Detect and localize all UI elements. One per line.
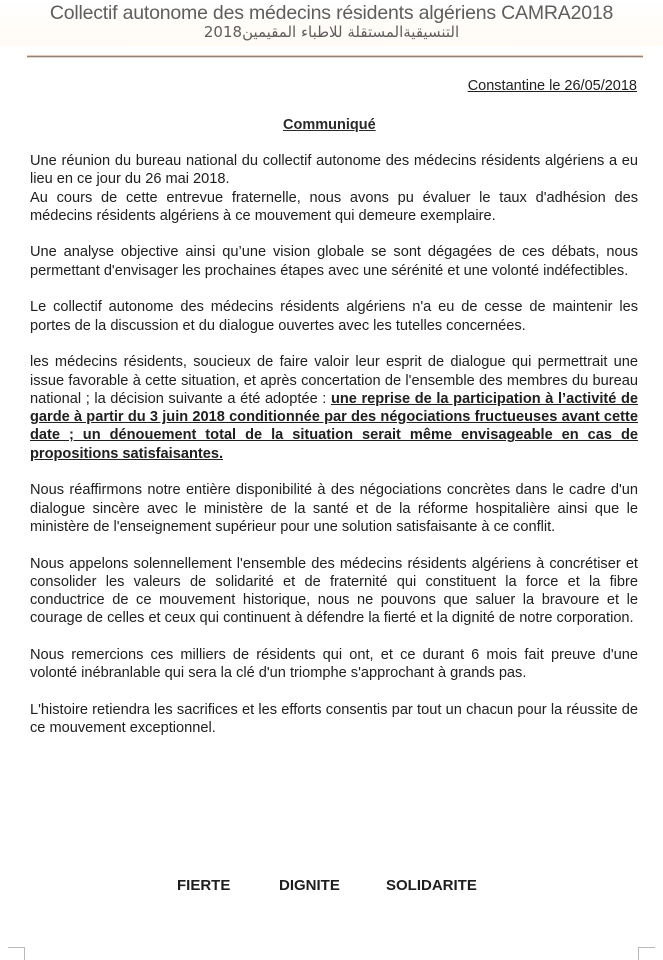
paragraph-analysis: Une analyse objective ainsi qu’une vision globale se sont dégagées de ces débats, nous permettant d'envisager les prochaines étapes avec une sérénité et une volonté indéfectibles. <box>30 244 638 279</box>
motto-word-dignite: DIGNITE <box>279 877 340 894</box>
letterhead-arabic-title: التنسيقيةالمستقلة للاطباء المقيمين2018 <box>203 23 460 41</box>
document-body <box>30 152 638 756</box>
page-corner-mark-bottom-right <box>638 947 655 960</box>
paragraph-solidarity-call: Nous appelons solennellement l'ensemble des médecins résidents algériens à concrétiser et consolider les valeurs de solidarité et de fraternité qui constituent la force et la fibre conductrice de ce mouvement historique, nous ne pouvons que saluer la bravoure et le courage de celles et ceux qui continuent à défendre la fierté et la dignité de notre corporation. <box>30 555 638 627</box>
motto-word-solidarite: SOLIDARITE <box>386 877 477 894</box>
decision-intro: les médecins résidents, soucieux de faire valoir leur esprit de dialogue qui permettrait une issue favorable à cette situation, et après concertation de l'ensemble des membres du bureau national ; la décision suivante a été adoptée : <box>30 354 638 407</box>
page-corner-mark-bottom-left <box>8 947 25 960</box>
paragraph-history: L'histoire retiendra les sacrifices et les efforts consentis par tout un chacun pour la réussite de ce mouvement exceptionnel. <box>30 701 638 737</box>
document-title: Communiqué <box>283 117 376 133</box>
date-line: Constantine le 26/05/2018 <box>467 78 637 94</box>
paragraph-meeting <box>30 152 638 225</box>
letterhead-divider <box>27 55 643 58</box>
decision-statement: une reprise de la participation à l’activité de garde à partir du 3 juin 2018 conditionnée par des négociations fructueuses avant cette date ; un dénouement total de la situation serait même envisageable en cas de propositions satisfaisantes. <box>30 390 638 462</box>
paragraph-thanks: Nous remercions ces milliers de résidents qui ont, et ce durant 6 mois fait preuve d'une volonté inébranlable qui sera la clé d'un triomphe s'approchant à grands pas. <box>30 647 638 682</box>
paragraph-meeting-line2: Au cours de cette entrevue fraternelle, nous avons pu évaluer le taux d'adhésion des médecins résidents algériens à ce mouvement qui demeure exemplaire. <box>30 189 638 224</box>
paragraph-decision <box>30 353 638 463</box>
paragraph-dialogue: Le collectif autonome des médecins résidents algériens n'a eu de cesse de maintenir les portes de la discussion et du dialogue ouvertes avec les tutelles concernées. <box>30 299 638 334</box>
paragraph-negotiations: Nous réaffirmons notre entière disponibilité à des négociations concrètes dans le cadre d'un dialogue sincère avec le ministère de la santé et de la réforme hospitalière ainsi que le ministère de l'enseignement supérieur pour une solution satisfaisante à ce conflit. <box>30 482 638 535</box>
motto-word-fierte: FIERTE <box>177 877 231 894</box>
paragraph-meeting-line1: Une réunion du bureau national du collectif autonome des médecins résidents algériens a eu lieu en ce jour du 26 mai 2018. <box>30 153 638 188</box>
letterhead <box>0 0 663 46</box>
letterhead-title: Collectif autonome des médecins résidents algériens CAMRA2018 <box>49 2 614 24</box>
